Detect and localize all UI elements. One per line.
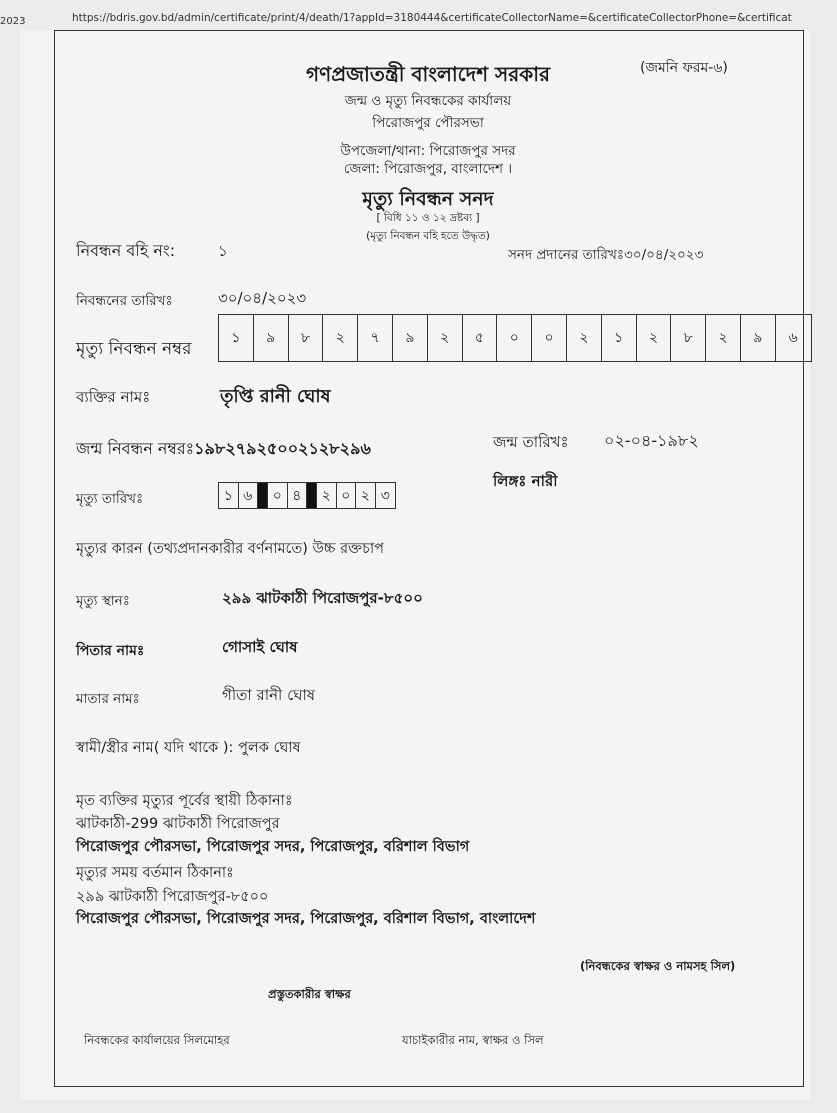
digit-box: ৯ <box>254 315 289 361</box>
digit-box: ২ <box>706 315 741 361</box>
office-title: জন্ম ও মৃত্যু নিবন্ধকের কার্যালয় <box>344 93 512 109</box>
birth-reg-value: ১৯৮২৭৯২৫০০২১২৮২৯৬ <box>194 439 371 458</box>
permanent-address-label: মৃত ব্যক্তির মৃত্যুর পূর্বের স্থায়ী ঠিকানাঃ <box>76 793 293 809</box>
issue-date-value: ৩০/০৪/২০২৩ <box>624 247 704 263</box>
permanent-address-line1: ঝাটকাঠী-299 ঝাটকাঠী পিরোজপুর <box>76 816 280 832</box>
digit-box: ৬ <box>788 330 798 346</box>
browser-print-header <box>0 0 837 30</box>
name-value: তৃপ্তি রানী ঘোষ <box>220 386 331 407</box>
death-place-label: মৃত্যু স্থানঃ <box>76 593 130 609</box>
death-date-label: মৃত্যু তারিখঃ <box>76 491 144 507</box>
death-reg-no-boxes <box>218 314 812 362</box>
digit-box: ২ <box>428 315 463 361</box>
spouse-line <box>76 737 301 761</box>
gender-label: লিঙ্গঃ <box>493 472 527 490</box>
digit-box: ২ <box>567 315 602 361</box>
digit-box: ৬ <box>239 483 259 508</box>
upazila-line: উপজেলা/থানা: পিরোজপুর সদর <box>340 143 516 159</box>
present-address-line2: পিরোজপুর পৌরসভা, পিরোজপুর সদর, পিরোজপুর, বরিশাল বিভাগ, বাংলাদেশ <box>76 911 536 927</box>
digit-box: ৯ <box>393 315 428 361</box>
cause-line <box>76 538 384 562</box>
extract-note: (মৃত্যু নিবন্ধন বহি হতে উদ্ধৃত) <box>366 230 490 242</box>
separator-box <box>307 483 317 508</box>
cause-value: উচ্চ রক্তচাপ <box>312 541 385 557</box>
digit-box: ১ <box>602 315 637 361</box>
print-url: https://bdris.gov.bd/admin/certificate/print/4/death/1?appId=3180444&certificateCollectorName=&certificateCollectorPhone=&certificat <box>72 12 792 24</box>
birth-reg-label: জন্ম নিবন্ধন নম্বরঃ <box>76 439 195 458</box>
digit-box: ২ <box>323 315 358 361</box>
digit-box: ৯ <box>741 315 776 361</box>
reg-date-label: নিবন্ধনের তারিখঃ <box>76 293 173 309</box>
digit-box: ১ <box>219 315 254 361</box>
name-label: ব্যক্তির নামঃ <box>76 388 151 406</box>
father-label: পিতার নামঃ <box>76 643 145 659</box>
print-date-fragment: 2023 <box>0 16 26 27</box>
present-address-line1: ২৯৯ ঝাটকাঠী পিরোজপুর-৮৫০০ <box>76 889 269 905</box>
digit-box: ৩ <box>380 487 390 504</box>
digit-box: ০ <box>268 483 288 508</box>
dob-label: জন্ম তারিখঃ <box>493 433 569 451</box>
mother-value: গীতা রানী ঘোষ <box>222 686 316 704</box>
form-number: (জমনি ফরম-৬) <box>640 60 728 76</box>
municipality-name: পিরোজপুর পৌরসভা <box>372 115 484 131</box>
dob-value: ০২-০৪-১৯৮২ <box>604 431 699 450</box>
office-seal-label: নিবন্ধকের কার্যালয়ের সিলমোহর <box>84 1033 230 1047</box>
permanent-address-line2: পিরোজপুর পৌরসভা, পিরোজপুর সদর, পিরোজপুর, বরিশাল বিভাগ <box>76 839 470 855</box>
digit-box: ৮ <box>671 315 706 361</box>
preparer-signature-label: প্রস্তুতকারীর স্বাক্ষর <box>268 987 351 1001</box>
gender-value: নারী <box>531 472 558 490</box>
district-line: জেলা: পিরোজপুর, বাংলাদেশ । <box>343 161 513 177</box>
rule-reference: [ বিধি ১১ ও ১২ দ্রষ্টব্য ] <box>376 212 480 224</box>
death-place-value: ২৯৯ ঝাটকাঠী পিরোজপুর-৮৫০০ <box>222 589 423 607</box>
verifier-signature-label: যাচাইকারীর নাম, স্বাক্ষর ও সিল <box>402 1033 544 1047</box>
death-reg-no-label: মৃত্যু নিবন্ধন নম্বর <box>76 339 192 359</box>
birth-reg-line <box>76 436 371 463</box>
digit-box: ৪ <box>288 483 308 508</box>
separator-box <box>258 483 268 508</box>
digit-box: ৭ <box>358 315 393 361</box>
digit-box: ২ <box>637 315 672 361</box>
digit-box: ২ <box>356 483 376 508</box>
father-value: গোসাই ঘোষ <box>222 638 298 656</box>
death-date-boxes <box>218 482 396 509</box>
spouse-value: পুলক ঘোষ <box>238 740 301 756</box>
gender-line <box>493 470 558 495</box>
issue-date-label: সনদ প্রদানের তারিখঃ <box>508 247 625 263</box>
digit-box: ৫ <box>463 315 498 361</box>
registrar-signature-label: (নিবন্ধকের স্বাক্ষর ও নামসহ সিল) <box>580 959 736 973</box>
digit-box: ৮ <box>289 315 324 361</box>
digit-box: ০ <box>497 315 532 361</box>
mother-label: মাতার নামঃ <box>76 691 140 707</box>
cause-label: মৃত্যুর কারন (তথ্যপ্রদানকারীর বর্ণনামতে) <box>76 541 308 557</box>
digit-box: ০ <box>532 315 567 361</box>
register-book-value: ১ <box>218 242 228 260</box>
present-address-label: মৃত্যুর সময় বর্তমান ঠিকানাঃ <box>76 865 234 881</box>
spouse-label: স্বামী/স্ত্রীর নাম( যদি থাকে ): <box>76 740 234 756</box>
issue-date-line <box>508 244 703 267</box>
digit-box: ২ <box>317 483 337 508</box>
certificate-title: মৃত্যু নিবন্ধন সনদ <box>362 188 494 210</box>
digit-box: ০ <box>337 483 357 508</box>
digit-box: ১ <box>219 483 239 508</box>
government-title: গণপ্রজাতন্ত্রী বাংলাদেশ সরকার <box>306 62 550 86</box>
reg-date-value: ৩০/০৪/২০২৩ <box>218 289 307 307</box>
register-book-label: নিবন্ধন বহি নং: <box>76 241 176 260</box>
